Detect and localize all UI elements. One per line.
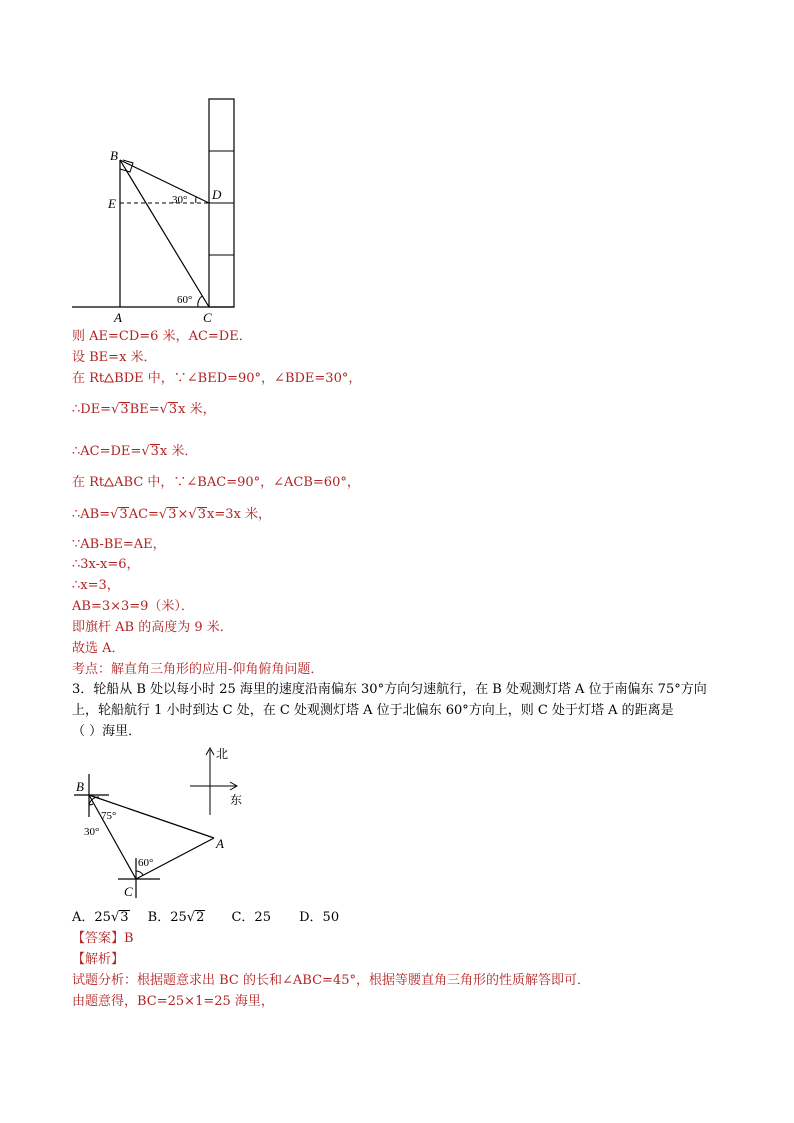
solution-line-1: 则 AE=CD=6 米，AC=DE． xyxy=(72,329,252,344)
radicand: 2 xyxy=(196,910,205,925)
label-e: E xyxy=(108,196,116,211)
label-c: C xyxy=(124,884,133,899)
text: ∴AC=DE= xyxy=(72,444,142,459)
label-east: 东 xyxy=(230,793,243,807)
choices-row xyxy=(72,910,339,926)
solution-line-12: 即旗杆 AB 的高度为 9 米． xyxy=(72,620,233,635)
choice-b[interactable] xyxy=(148,910,206,925)
radicand: 3 xyxy=(197,507,206,522)
angle-label-30: 30° xyxy=(84,826,100,838)
text: ∴DE= xyxy=(72,402,112,417)
label-north: 北 xyxy=(216,747,229,761)
angle-label-75: 75° xyxy=(101,810,117,822)
text: × xyxy=(177,507,189,522)
text: B．25 xyxy=(147,910,187,925)
label-b: B xyxy=(110,148,118,163)
radicand: 3 xyxy=(150,444,159,459)
label-c: C xyxy=(203,310,212,325)
angle-arc-60 xyxy=(136,871,143,875)
answer-value: B xyxy=(124,931,134,946)
sqrt-symbol: √ xyxy=(159,402,168,417)
answer-label: 【答案】 xyxy=(72,931,125,946)
analysis-label: 【解析】 xyxy=(72,952,125,967)
radicand: 3 xyxy=(119,507,128,522)
text: ∴AB= xyxy=(72,507,111,522)
choice-a[interactable] xyxy=(72,910,130,925)
text: BDE 中，∵∠BED=90°，∠BDE=30°， xyxy=(114,371,362,386)
text: AC= xyxy=(128,507,159,522)
text: x 米， xyxy=(178,402,216,417)
angle-label-60: 60° xyxy=(177,294,193,306)
radicand: 3 xyxy=(168,507,177,522)
text: A．25 xyxy=(72,910,111,925)
angle-label-60: 60° xyxy=(138,857,154,869)
solution-line-9: ∴3x-x=6， xyxy=(72,557,140,572)
choice-c[interactable]: C．25 xyxy=(231,910,271,925)
sqrt-symbol: √ xyxy=(186,910,196,925)
label-d: D xyxy=(212,187,222,202)
solution-line-2: 设 BE=x 米． xyxy=(72,350,157,365)
sqrt-symbol: √ xyxy=(111,402,120,417)
analysis-line-1: 试题分析：根据题意求出 BC 的长和∠ABC=45°，根据等腰直角三角形的性质解答即可． xyxy=(72,973,590,988)
choice-d[interactable]: D．50 xyxy=(299,910,340,925)
sqrt-symbol: √ xyxy=(110,507,119,522)
solution-line-11: AB=3×3=9（米）． xyxy=(72,599,194,614)
solution-line-13: 故选 A． xyxy=(72,641,125,656)
text: 在 Rt xyxy=(72,371,105,386)
solution-line-8: ∵AB-BE=AE， xyxy=(72,537,166,552)
text: ABC 中，∵∠BAC=90°，∠ACB=60°， xyxy=(114,475,360,490)
radicand: 3 xyxy=(120,402,129,417)
text: BE= xyxy=(129,402,160,417)
text: x 米． xyxy=(159,444,198,459)
knowledge-point: 考点：解直角三角形的应用-仰角俯角问题． xyxy=(72,662,324,677)
label-a: A xyxy=(216,836,224,851)
sqrt-symbol: √ xyxy=(188,507,197,522)
question-3-line-1: 3．轮船从 B 处以每小时 25 海里的速度沿南偏东 30°方向匀速航行，在 B 处观测灯塔 A 位于南偏东 75°方向 xyxy=(72,682,707,697)
radicand: 3 xyxy=(120,910,129,925)
analysis-line-2: 由题意得，BC=25×1=25 海里， xyxy=(72,994,274,1009)
text: x=3x 米， xyxy=(206,507,271,522)
sqrt-symbol: √ xyxy=(158,507,168,522)
radicand: 3 xyxy=(168,402,178,417)
label-a: A xyxy=(114,310,122,325)
text: 在 Rt xyxy=(72,475,105,490)
solution-line-10: ∴x=3， xyxy=(72,578,120,593)
question-3-line-3: （ ）海里． xyxy=(72,724,142,739)
question-3-line-2: 上，轮船航行 1 小时到达 C 处，在 C 处观测灯塔 A 位于北偏东 60°方向上，则 C 处于灯塔 A 的距离是 xyxy=(72,703,674,718)
answer-line xyxy=(72,931,134,947)
sqrt-symbol: √ xyxy=(110,910,120,925)
angle-label-30: 30° xyxy=(172,194,188,206)
label-b: B xyxy=(76,779,84,794)
sqrt-symbol: √ xyxy=(141,444,150,459)
